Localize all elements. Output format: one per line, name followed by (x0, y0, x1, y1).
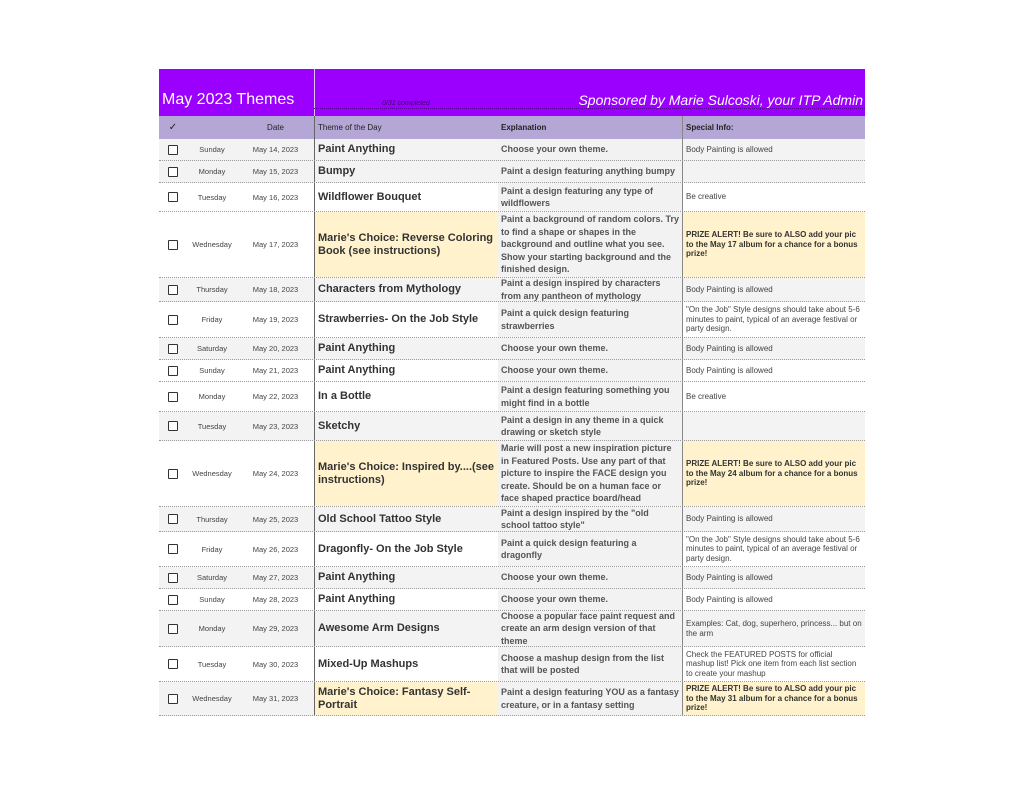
row-checkbox-cell[interactable] (159, 532, 187, 566)
theme-cell: Awesome Arm Designs (314, 611, 498, 646)
checkbox-icon[interactable] (168, 624, 178, 634)
theme-cell: Paint Anything (314, 139, 498, 160)
explanation-cell: Paint a background of random colors. Try to find a shape or shapes in the background and outline what you see. Show your starting background and the finished design. (498, 212, 682, 277)
table-row (159, 647, 865, 682)
date-cell: May 18, 2023 (252, 285, 299, 294)
day-cell: Tuesday (197, 192, 227, 202)
explanation-cell: Paint a design featuring YOU as a fantasy creature, or in a fantasy setting (498, 682, 682, 715)
table-row (159, 589, 865, 611)
checkbox-icon[interactable] (168, 469, 178, 479)
special-info-cell: PRIZE ALERT! Be sure to ALSO add your pic to the May 24 album for a chance for a bonus prize! (682, 441, 865, 506)
checkbox-icon[interactable] (168, 315, 178, 325)
row-checkbox-cell[interactable] (159, 647, 187, 681)
table-row (159, 278, 865, 302)
explanation-cell: Paint a quick design featuring a dragonfly (498, 532, 682, 566)
header-special-info: Special Info: (682, 116, 865, 139)
row-checkbox-cell[interactable] (159, 212, 187, 277)
special-info-cell: Body Painting is allowed (682, 507, 865, 531)
explanation-cell: Choose your own theme. (498, 589, 682, 610)
table-row (159, 567, 865, 589)
row-checkbox-cell[interactable] (159, 139, 187, 160)
explanation-cell: Choose a popular face paint request and create an arm design version of that theme (498, 611, 682, 646)
day-cell: Saturday (196, 344, 228, 353)
row-checkbox-cell[interactable] (159, 278, 187, 301)
date-cell: May 29, 2023 (252, 624, 299, 633)
header-explanation: Explanation (501, 123, 547, 132)
explanation-cell: Paint a design featuring anything bumpy (498, 161, 682, 182)
checkbox-icon[interactable] (168, 145, 178, 155)
date-cell: May 16, 2023 (252, 192, 299, 202)
date-cell: May 26, 2023 (252, 544, 299, 554)
special-info-cell: "On the Job" Style designs should take about 5-6 minutes to paint, typical of an average festival or party design. (682, 532, 865, 566)
row-checkbox-cell[interactable] (159, 382, 187, 411)
checkbox-icon[interactable] (168, 285, 178, 295)
explanation-cell: Paint a design inspired by the "old school tattoo style" (498, 507, 682, 531)
header-day (187, 116, 237, 139)
table-row (159, 532, 865, 567)
theme-cell: Marie's Choice: Inspired by....(see instructions) (314, 441, 498, 506)
day-cell: Monday (198, 624, 226, 633)
theme-cell: Paint Anything (314, 338, 498, 359)
table-row (159, 183, 865, 212)
date-cell: May 15, 2023 (252, 167, 299, 176)
row-checkbox-cell[interactable] (159, 441, 187, 506)
special-info-cell: "On the Job" Style designs should take about 5-6 minutes to paint, typical of an average festival or party design. (682, 302, 865, 337)
theme-cell: Paint Anything (314, 589, 498, 610)
explanation-cell: Choose your own theme. (498, 567, 682, 588)
explanation-cell: Paint a design featuring something you might find in a bottle (498, 382, 682, 411)
table-row (159, 507, 865, 532)
table-row (159, 682, 865, 716)
date-cell: May 24, 2023 (252, 469, 299, 478)
day-cell: Wednesday (192, 240, 232, 249)
checkbox-icon[interactable] (168, 544, 178, 554)
day-cell: Thursday (196, 514, 228, 524)
explanation-cell: Choose your own theme. (498, 139, 682, 160)
special-info-cell (682, 161, 865, 182)
sponsor-text: Sponsored by Marie Sulcoski, your ITP Admin (578, 92, 863, 108)
special-info-cell: Body Painting is allowed (682, 278, 865, 301)
table-row (159, 212, 865, 278)
theme-cell: Strawberries- On the Job Style (314, 302, 498, 337)
explanation-cell: Paint a quick design featuring strawberries (498, 302, 682, 337)
date-cell: May 19, 2023 (252, 315, 299, 324)
row-checkbox-cell[interactable] (159, 682, 187, 715)
date-cell: May 21, 2023 (252, 366, 299, 375)
explanation-cell: Choose your own theme. (498, 338, 682, 359)
day-cell: Wednesday (192, 694, 232, 703)
header-date: Date (267, 123, 284, 132)
checkbox-icon[interactable] (168, 366, 178, 376)
explanation-cell: Paint a design featuring any type of wildflowers (498, 183, 682, 211)
explanation-cell: Choose your own theme. (498, 360, 682, 381)
row-checkbox-cell[interactable] (159, 302, 187, 337)
sheet-title: May 2023 Themes (162, 91, 295, 108)
theme-cell: Mixed-Up Mashups (314, 647, 498, 681)
row-checkbox-cell[interactable] (159, 611, 187, 646)
row-checkbox-cell[interactable] (159, 183, 187, 211)
row-checkbox-cell[interactable] (159, 161, 187, 182)
date-cell: May 22, 2023 (252, 392, 299, 401)
day-cell: Friday (201, 315, 223, 324)
day-cell: Monday (198, 392, 226, 401)
day-cell: Sunday (199, 145, 225, 154)
table-row (159, 360, 865, 382)
special-info-cell (682, 412, 865, 440)
theme-cell: Paint Anything (314, 567, 498, 588)
day-cell: Thursday (196, 285, 228, 294)
special-info-cell: Be creative (682, 382, 865, 411)
special-info-cell: Body Painting is allowed (682, 567, 865, 588)
row-checkbox-cell[interactable] (159, 412, 187, 440)
table-row (159, 611, 865, 647)
special-info-cell: Examples: Cat, dog, superhero, princess... but on the arm (682, 611, 865, 646)
checkbox-icon[interactable] (168, 514, 178, 524)
checkbox-icon[interactable] (168, 659, 178, 669)
explanation-cell: Choose a mashup design from the list that will be posted (498, 647, 682, 681)
theme-cell: Marie's Choice: Fantasy Self-Portrait (314, 682, 498, 715)
date-cell: May 23, 2023 (252, 421, 299, 431)
checkbox-icon[interactable] (168, 392, 178, 402)
day-cell: Wednesday (192, 469, 232, 478)
header-theme: Theme of the Day (314, 116, 498, 139)
row-checkbox-cell[interactable] (159, 360, 187, 381)
checkbox-icon[interactable] (168, 595, 178, 605)
checkbox-icon[interactable] (168, 240, 178, 250)
theme-cell: Bumpy (314, 161, 498, 182)
table-row (159, 412, 865, 441)
theme-cell: Sketchy (314, 412, 498, 440)
theme-cell: In a Bottle (314, 382, 498, 411)
day-cell: Tuesday (197, 659, 227, 669)
table-row (159, 382, 865, 412)
checkbox-icon[interactable] (168, 167, 178, 177)
special-info-cell: Body Painting is allowed (682, 589, 865, 610)
date-cell: May 25, 2023 (252, 514, 299, 524)
date-cell: May 17, 2023 (252, 240, 299, 249)
checkbox-icon[interactable] (168, 192, 178, 202)
theme-cell: Paint Anything (314, 360, 498, 381)
theme-cell: Old School Tattoo Style (314, 507, 498, 531)
day-cell: Sunday (199, 595, 225, 604)
date-cell: May 20, 2023 (252, 344, 299, 353)
special-info-cell: PRIZE ALERT! Be sure to ALSO add your pic to the May 31 album for a chance for a bonus prize! (682, 682, 865, 715)
theme-cell: Marie's Choice: Reverse Coloring Book (see instructions) (314, 212, 498, 277)
theme-cell: Wildflower Bouquet (314, 183, 498, 211)
row-checkbox-cell[interactable] (159, 507, 187, 531)
explanation-cell: Paint a design inspired by characters from any pantheon of mythology (498, 278, 682, 301)
table-row (159, 139, 865, 161)
special-info-cell: PRIZE ALERT! Be sure to ALSO add your pic to the May 17 album for a chance for a bonus prize! (682, 212, 865, 277)
table-row (159, 338, 865, 360)
special-info-cell: Be creative (682, 183, 865, 211)
theme-rows (159, 139, 865, 716)
checkbox-icon[interactable] (168, 573, 178, 583)
row-checkbox-cell[interactable] (159, 567, 187, 588)
checkbox-icon[interactable] (168, 694, 178, 704)
day-cell: Friday (201, 544, 223, 554)
row-checkbox-cell[interactable] (159, 589, 187, 610)
theme-cell: Characters from Mythology (314, 278, 498, 301)
special-info-cell: Body Painting is allowed (682, 360, 865, 381)
day-cell: Monday (198, 167, 226, 176)
special-info-cell: Body Painting is allowed (682, 139, 865, 160)
day-cell: Tuesday (197, 421, 227, 431)
date-cell: May 31, 2023 (252, 694, 299, 703)
column-header-row (159, 116, 865, 139)
table-row (159, 161, 865, 183)
date-cell: May 14, 2023 (252, 145, 299, 154)
day-cell: Sunday (199, 366, 225, 375)
date-cell: May 30, 2023 (252, 659, 299, 669)
themes-sheet (159, 69, 865, 716)
date-cell: May 27, 2023 (252, 573, 299, 582)
date-cell: May 28, 2023 (252, 595, 299, 604)
special-info-cell: Body Painting is allowed (682, 338, 865, 359)
day-cell: Saturday (196, 573, 228, 582)
special-info-cell: Check the FEATURED POSTS for official mashup list! Pick one item from each list section to create your mashup (682, 647, 865, 681)
theme-cell: Dragonfly- On the Job Style (314, 532, 498, 566)
checkbox-icon[interactable] (168, 421, 178, 431)
completion-counter: 0/31 completed (382, 100, 430, 107)
header-check: ✓ (168, 122, 178, 133)
explanation-cell: Marie will post a new inspiration picture in Featured Posts. Use any part of that picture to inspire the FACE design you create. Should be on a human face or face shaped practice board/head (498, 441, 682, 506)
explanation-cell: Paint a design in any theme in a quick drawing or sketch style (498, 412, 682, 440)
checkbox-icon[interactable] (168, 344, 178, 354)
title-banner (159, 69, 865, 116)
row-checkbox-cell[interactable] (159, 338, 187, 359)
table-row (159, 302, 865, 338)
table-row (159, 441, 865, 507)
